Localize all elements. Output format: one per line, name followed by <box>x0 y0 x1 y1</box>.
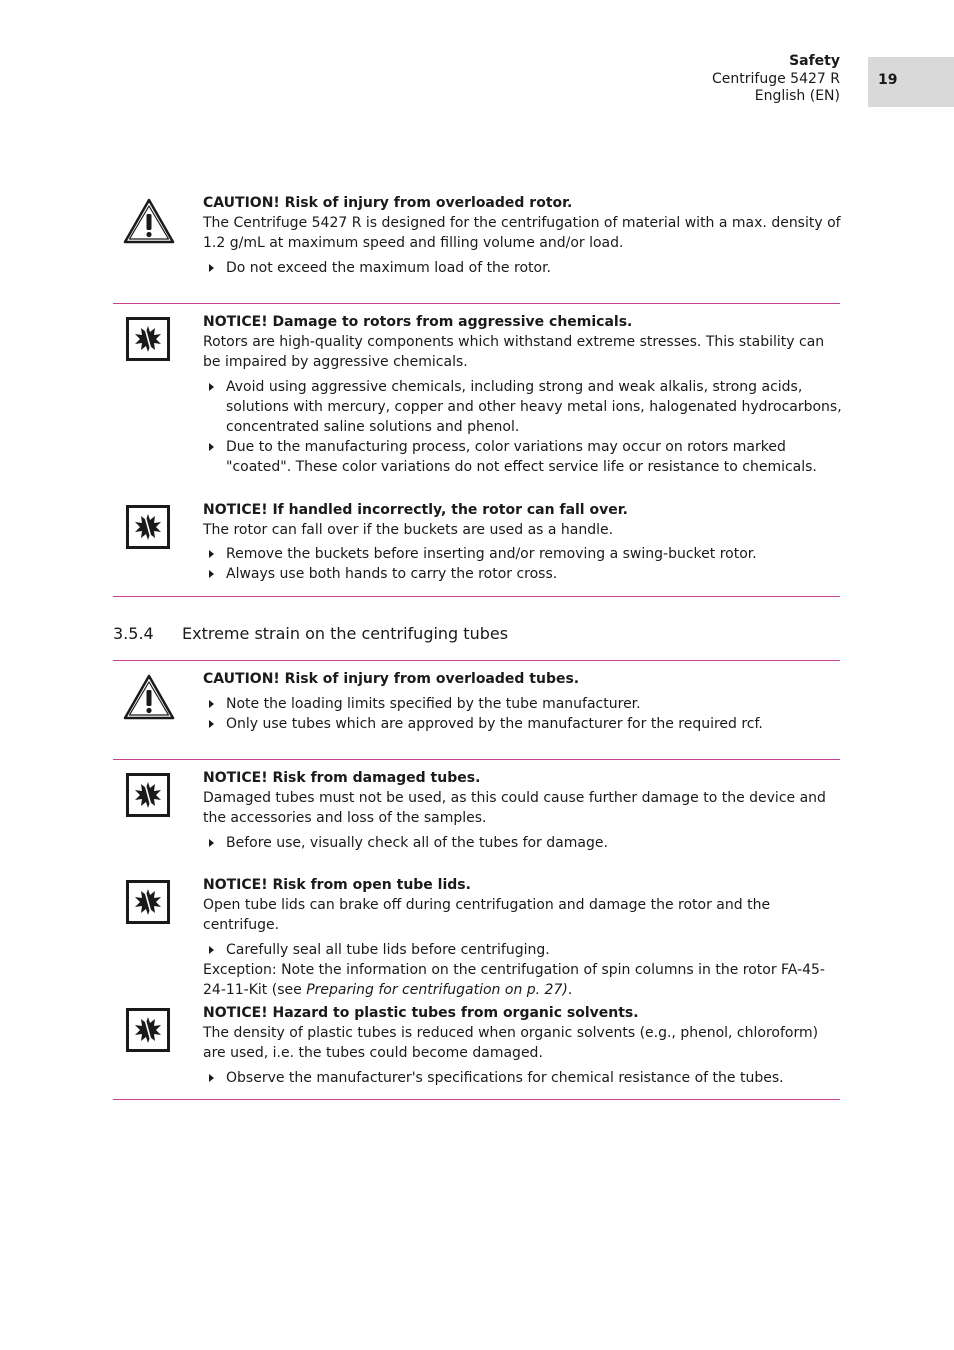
divider-rule <box>113 303 840 304</box>
notice-damage-icon <box>126 505 170 549</box>
block-text: Open tube lids can brake off during centrifugation and damage the rotor and the centrifuge. <box>203 897 771 933</box>
bullet-item: Only use tubes which are approved by the manufacturer for the required rcf. <box>203 714 843 734</box>
bullet-item: Remove the buckets before inserting and/or removing a swing-bucket rotor. <box>203 544 843 564</box>
bullet-item: Before use, visually check all of the tubes for damage. <box>203 833 843 853</box>
divider-rule <box>113 759 840 760</box>
header-section: Safety <box>789 53 840 69</box>
section-heading <box>113 624 508 644</box>
block-title: NOTICE! Hazard to plastic tubes from organic solvents. <box>203 1005 639 1021</box>
bullet-list <box>203 258 843 278</box>
caution-block-overloaded-rotor <box>203 193 843 278</box>
header-language: English (EN) <box>754 88 840 104</box>
block-title: NOTICE! Damage to rotors from aggressive chemicals. <box>203 314 633 330</box>
block-title: CAUTION! Risk of injury from overloaded rotor. <box>203 195 573 211</box>
notice-damage-icon <box>126 880 170 924</box>
bullet-list <box>203 1068 843 1088</box>
exception-lead: Exception: Note the information on the centrifugation of spin columns in the rotor FA-45-24-11-Kit (see <box>203 962 825 998</box>
block-text: Damaged tubes must not be used, as this could cause further damage to the device and the accessories and loss of the samples. <box>203 790 826 826</box>
notice-block-aggressive-chemicals <box>203 312 843 477</box>
block-title: NOTICE! Risk from damaged tubes. <box>203 770 481 786</box>
warning-triangle-icon <box>122 197 176 245</box>
exception-text <box>203 960 843 1000</box>
block-title: CAUTION! Risk of injury from overloaded tubes. <box>203 671 580 687</box>
bullet-list <box>203 544 843 584</box>
header-product: Centrifuge 5427 R <box>712 70 840 87</box>
bullet-item: Note the loading limits specified by the tube manufacturer. <box>203 694 843 714</box>
bullet-item: Observe the manufacturer's specifications for chemical resistance of the tubes. <box>203 1068 843 1088</box>
bullet-list <box>203 833 843 853</box>
notice-damage-icon <box>126 773 170 817</box>
block-text: The Centrifuge 5427 R is designed for the centrifugation of material with a max. density of 1.2 g/mL at maximum speed and filling volume and/or load. <box>203 215 841 251</box>
block-text: The rotor can fall over if the buckets are used as a handle. <box>203 522 614 538</box>
notice-block-rotor-fall-over <box>203 500 843 584</box>
section-title: Extreme strain on the centrifuging tubes <box>182 624 509 643</box>
divider-rule <box>113 660 840 661</box>
bullet-list <box>203 940 843 960</box>
notice-damage-icon <box>126 1008 170 1052</box>
bullet-item: Always use both hands to carry the rotor cross. <box>203 564 843 584</box>
divider-rule <box>113 1099 840 1100</box>
warning-triangle-icon <box>122 673 176 721</box>
section-number: 3.5.4 <box>113 624 154 643</box>
notice-damage-icon <box>126 317 170 361</box>
block-title: NOTICE! If handled incorrectly, the rotor can fall over. <box>203 502 628 518</box>
exception-end: . <box>567 982 573 998</box>
page-number: 19 <box>868 57 954 107</box>
notice-block-open-tube-lids <box>203 875 843 1000</box>
block-title: NOTICE! Risk from open tube lids. <box>203 877 471 893</box>
running-header <box>712 53 840 106</box>
cross-reference-link[interactable]: Preparing for centrifugation on p. 27) <box>306 982 568 998</box>
bullet-list <box>203 377 843 477</box>
bullet-item: Avoid using aggressive chemicals, including strong and weak alkalis, strong acids, solutions with mercury, copper and other heavy metal ions, halogenated hydrocarbons, concentrated saline solutions and phenol. <box>203 377 843 437</box>
block-text: Rotors are high-quality components which withstand extreme stresses. This stability can be impaired by aggressive chemicals. <box>203 334 825 370</box>
notice-block-damaged-tubes <box>203 768 843 853</box>
bullet-item: Due to the manufacturing process, color variations may occur on rotors marked "coated". These color variations do not effect service life or resistance to chemicals. <box>203 437 843 477</box>
notice-block-organic-solvents <box>203 1003 843 1088</box>
bullet-item: Do not exceed the maximum load of the rotor. <box>203 258 843 278</box>
bullet-item: Carefully seal all tube lids before centrifuging. <box>203 940 843 960</box>
block-text: The density of plastic tubes is reduced when organic solvents (e.g., phenol, chloroform) are used, i.e. the tubes could become damaged. <box>203 1025 819 1061</box>
caution-block-overloaded-tubes <box>203 669 843 734</box>
divider-rule <box>113 596 840 597</box>
bullet-list <box>203 694 843 734</box>
